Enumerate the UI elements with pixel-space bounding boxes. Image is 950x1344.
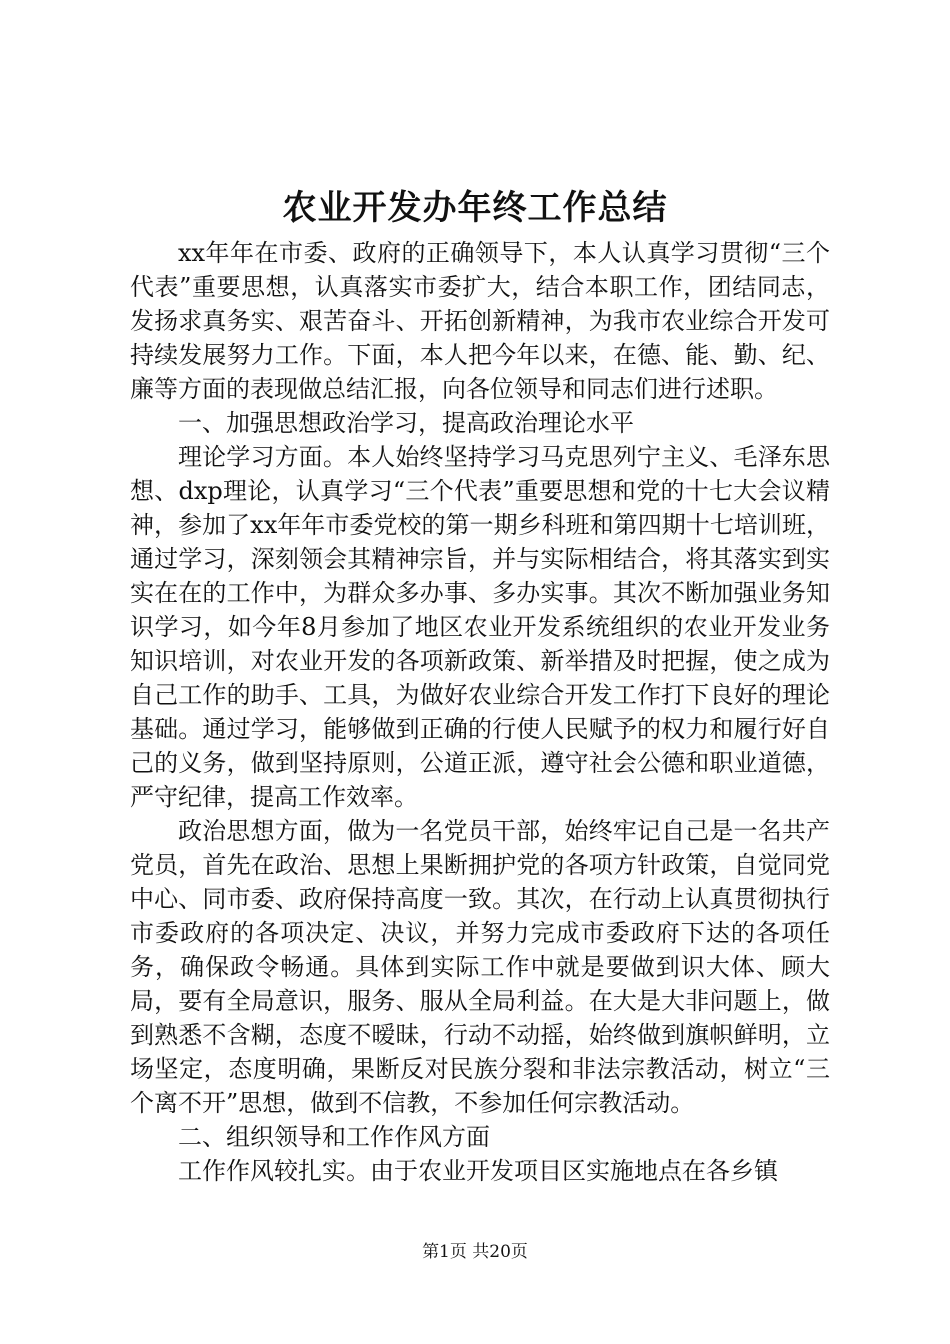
paragraph-theory-study: 理论学习方面。本人始终坚持学习马克思列宁主义、毛泽东思想、dxp理论，认真学习“三个代表”重要思想和党的十七大会议精神，参加了xx年年市委党校的第一期乡科班和第四期十七培训班，通过学习，深刻领会其精神宗旨，并与实际相结合，将其落实到实实在在的工作中，为群众多办事、多办实事。其次不断加强业务知识学习，如今年8月参加了地区农业开发系统组织的农业开发业务知识培训，对农业开发的各项新政策、新举措及时把握，使之成为自己工作的助手、工具，为做好农业综合开发工作打下良好的理论基础。通过学习，能够做到正确的行使人民赋予的权力和履行好自己的义务，做到坚持原则，公道正派，遵守社会公德和职业道德，严守纪律，提高工作效率。 xyxy=(130,443,830,811)
page-footer: 第1页 共20页 xyxy=(422,1242,528,1262)
section-heading-2: 二、组织领导和工作作风方面 xyxy=(178,1123,490,1151)
document-title: 农业开发办年终工作总结 xyxy=(282,188,668,228)
paragraph-political-thought: 政治思想方面，做为一名党员干部，始终牢记自己是一名共产党员，首先在政治、思想上果断拥护党的各项方针政策，自觉同党中心、同市委、政府保持高度一致。其次，在行动上认真贯彻执行市委政府的各项决定、决议，并努力完成市委政府下达的各项任务，确保政令畅通。具体到实际工作中就是要做到识大体、顾大局，要有全局意识，服务、服从全局利益。在大是大非问题上，做到熟悉不含糊，态度不暧昧，行动不动摇，始终做到旗帜鲜明，立场坚定，态度明确，果断反对民族分裂和非法宗教活动，树立“三个离不开”思想，做到不信教，不参加任何宗教活动。 xyxy=(130,817,830,1117)
paragraph-work-style: 工作作风较扎实。由于农业开发项目区实施地点在各乡镇 xyxy=(178,1157,778,1185)
document-body xyxy=(130,236,830,1188)
section-heading-1: 一、加强思想政治学习，提高政治理论水平 xyxy=(178,409,634,437)
paragraph-intro: xx年年在市委、政府的正确领导下，本人认真学习贯彻“三个代表”重要思想，认真落实市委扩大，结合本职工作，团结同志，发扬求真务实、艰苦奋斗、开拓创新精神，为我市农业综合开发可持续发展努力工作。下面，本人把今年以来，在德、能、勤、纪、廉等方面的表现做总结汇报，向各位领导和同志们进行述职。 xyxy=(130,239,830,403)
